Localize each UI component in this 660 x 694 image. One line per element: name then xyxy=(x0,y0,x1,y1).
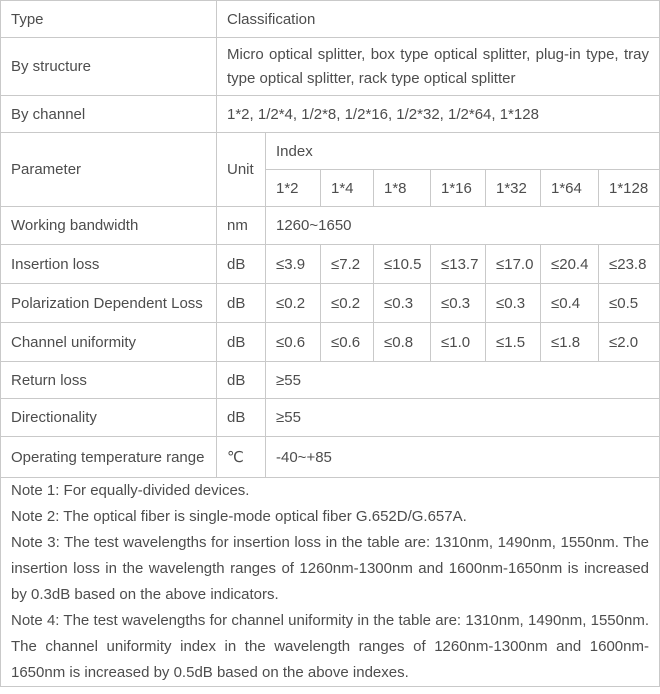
index-column-header: 1*8 xyxy=(374,170,431,207)
value-cell: ≤0.6 xyxy=(321,323,374,362)
value-cell: ≤0.2 xyxy=(266,284,321,323)
value-cell: ≤17.0 xyxy=(486,245,541,284)
index-column-header: 1*32 xyxy=(486,170,541,207)
value-cell: ≤20.4 xyxy=(541,245,599,284)
value-cell: 1260~1650 xyxy=(266,207,660,245)
parameter-cell: Channel uniformity xyxy=(1,323,217,362)
value-cell: ≤3.9 xyxy=(266,245,321,284)
value-cell: ≥55 xyxy=(266,399,660,437)
unit-cell: ℃ xyxy=(217,437,266,478)
parameter-cell: Polarization Dependent Loss xyxy=(1,284,217,323)
value-cell: ≤13.7 xyxy=(431,245,486,284)
value-cell: ≤23.8 xyxy=(599,245,660,284)
index-header-row xyxy=(1,133,660,170)
value-cell: ≤1.0 xyxy=(431,323,486,362)
notes-section xyxy=(1,478,660,687)
unit-cell: dB xyxy=(217,362,266,399)
table-row-insertion-loss xyxy=(1,245,660,284)
table-row-directionality xyxy=(1,399,660,437)
parameter-cell: Insertion loss xyxy=(1,245,217,284)
parameter-cell: Return loss xyxy=(1,362,217,399)
structure-row xyxy=(1,38,660,96)
value-cell: ≤1.8 xyxy=(541,323,599,362)
parameter-cell: Working bandwidth xyxy=(1,207,217,245)
parameter-header-cell: Parameter xyxy=(1,133,217,207)
structure-label-cell: By structure xyxy=(1,38,217,96)
value-cell: ≤0.2 xyxy=(321,284,374,323)
unit-cell: dB xyxy=(217,323,266,362)
value-cell: ≤7.2 xyxy=(321,245,374,284)
classification-cell: Classification xyxy=(217,1,660,38)
parameter-cell: Directionality xyxy=(1,399,217,437)
value-cell: ≤0.3 xyxy=(374,284,431,323)
value-cell: ≤10.5 xyxy=(374,245,431,284)
value-cell: ≤0.6 xyxy=(266,323,321,362)
unit-cell: dB xyxy=(217,245,266,284)
index-column-header: 1*16 xyxy=(431,170,486,207)
note-line-2: Note 2: The optical fiber is single-mode optical fiber G.652D/G.657A. xyxy=(11,508,467,525)
index-column-header: 1*128 xyxy=(599,170,660,207)
value-cell: ≤0.4 xyxy=(541,284,599,323)
index-column-header: 1*4 xyxy=(321,170,374,207)
value-cell: -40~+85 xyxy=(266,437,660,478)
table-row-working-bandwidth xyxy=(1,207,660,245)
unit-header-cell: Unit xyxy=(217,133,266,207)
value-cell: ≤0.8 xyxy=(374,323,431,362)
unit-cell: dB xyxy=(217,399,266,437)
type-row xyxy=(1,1,660,38)
channel-value-cell: 1*2, 1/2*4, 1/2*8, 1/2*16, 1/2*32, 1/2*64, 1*128 xyxy=(217,96,660,133)
value-cell: ≤1.5 xyxy=(486,323,541,362)
value-cell: ≤0.3 xyxy=(486,284,541,323)
value-cell: ≥55 xyxy=(266,362,660,399)
channel-label-cell: By channel xyxy=(1,96,217,133)
value-cell: ≤0.5 xyxy=(599,284,660,323)
parameter-cell: Operating temperature range xyxy=(1,437,217,478)
unit-cell: nm xyxy=(217,207,266,245)
value-cell: ≤2.0 xyxy=(599,323,660,362)
note-line-3: Note 3: The test wavelengths for insertion loss in the table are: 1310nm, 1490nm, 1550nm. The insertion loss in the wavelength ranges of 1260nm-1300nm and 1600nm-1650nm is increased by 0.3dB based on the above indicators. xyxy=(11,534,649,603)
index-header-cell: Index xyxy=(266,133,660,170)
unit-cell: dB xyxy=(217,284,266,323)
note-line-1: Note 1: For equally-divided devices. xyxy=(11,482,250,499)
index-column-header: 1*64 xyxy=(541,170,599,207)
table-row-operating-temperature xyxy=(1,437,660,478)
table-row-return-loss xyxy=(1,362,660,399)
structure-value-cell: Micro optical splitter, box type optical splitter, plug-in type, tray type optical splitter, rack type optical splitter xyxy=(217,38,660,96)
table-row-channel-uniformity xyxy=(1,323,660,362)
channel-row xyxy=(1,96,660,133)
table-row-polarization-dependent-loss xyxy=(1,284,660,323)
note-line-4: Note 4: The test wavelengths for channel uniformity in the table are: 1310nm, 1490nm, 1550nm. The channel uniformity index in the wavelength ranges of 1260nm-1300nm and 1600nm-1650nm is increased by 0.5dB based on the above indexes. xyxy=(11,612,649,681)
notes-row xyxy=(1,478,660,687)
value-cell: ≤0.3 xyxy=(431,284,486,323)
index-column-header: 1*2 xyxy=(266,170,321,207)
type-label-cell: Type xyxy=(1,1,217,38)
